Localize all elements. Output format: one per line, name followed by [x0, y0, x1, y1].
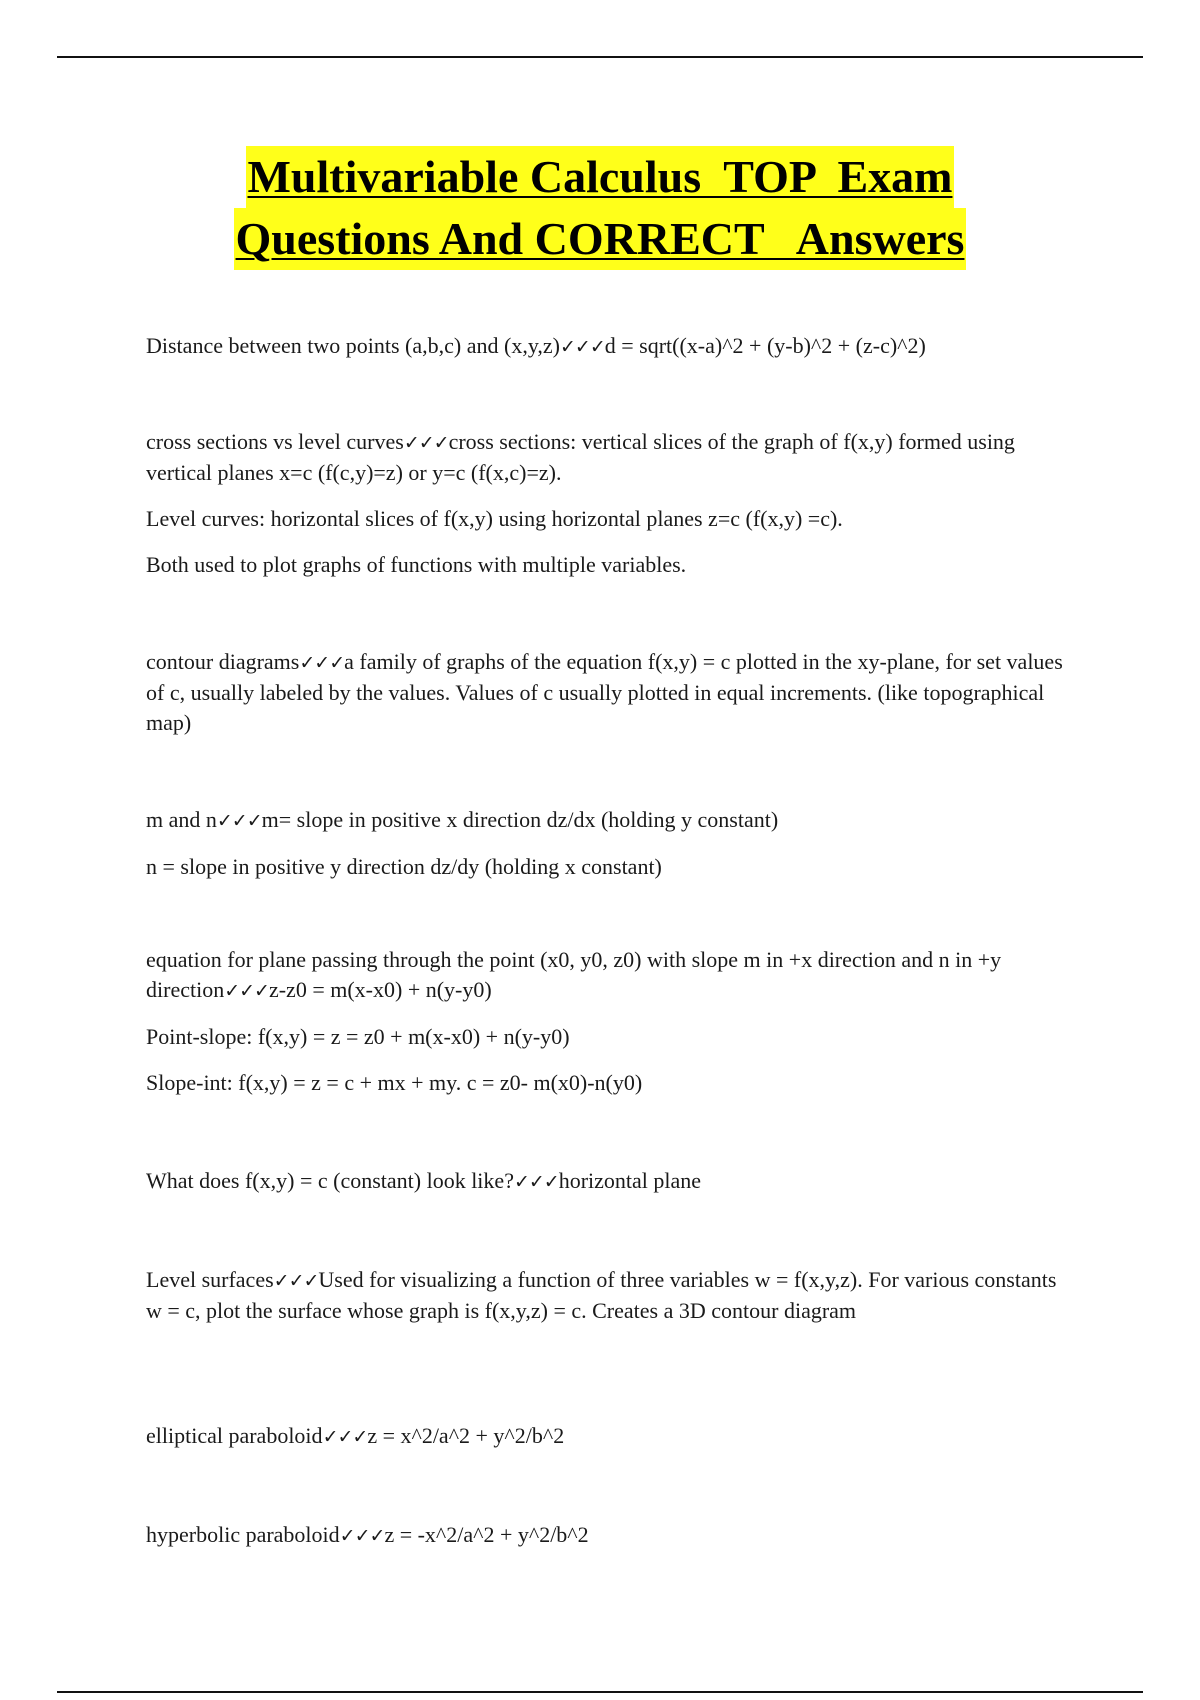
qa-extra-line: Slope-int: f(x,y) = z = c + mx + my. c = z0- m(x0)-n(y0)	[146, 1070, 643, 1095]
qa-item	[146, 1265, 1066, 1342]
qa-answer: Used for visualizing a function of three variables w = f(x,y,z). For various constants w = c, plot the surface whose graph is f(x,y,z) = c. Creates a 3D contour diagram	[146, 1267, 1057, 1323]
qa-text	[146, 427, 1066, 488]
qa-answer: cross sections: vertical slices of the graph of f(x,y) formed using vertical planes x=c (f(c,y)=z) or y=c (f(x,c)=z).	[146, 429, 1015, 485]
qa-text	[146, 647, 1066, 738]
qa-term: Distance between two points (a,b,c) and (x,y,z)	[146, 333, 560, 358]
qa-item	[146, 1421, 1066, 1468]
qa-extra-line: Level curves: horizontal slices of f(x,y) using horizontal planes z=c (f(x,y) =c).	[146, 506, 843, 531]
qa-answer: z = x^2/a^2 + y^2/b^2	[367, 1423, 565, 1448]
title-line-1: Multivariable Calculus TOP Exam	[246, 146, 955, 208]
qa-term: equation for plane passing through the point (x0, y0, z0) with slope m in +x direction and n in +y direction	[146, 947, 1002, 1002]
top-rule	[57, 56, 1143, 58]
qa-item	[146, 331, 1066, 378]
qa-term: m and n	[146, 807, 217, 832]
page-title	[0, 146, 1200, 270]
qa-text	[146, 1421, 1066, 1452]
qa-answer: m= slope in positive x direction dz/dx (holding y constant)	[261, 807, 779, 832]
checkmark-icon: ✓✓✓	[322, 1426, 368, 1448]
qa-term: contour diagrams	[146, 649, 300, 674]
qa-term: Level surfaces	[146, 1267, 274, 1292]
checkmark-icon: ✓✓✓	[273, 1270, 319, 1292]
qa-item	[146, 1520, 1066, 1567]
qa-term: What does f(x,y) = c (constant) look like?	[146, 1168, 514, 1193]
qa-item	[146, 805, 1066, 898]
qa-item	[146, 945, 1066, 1114]
qa-answer: z = -x^2/a^2 + y^2/b^2	[384, 1522, 589, 1547]
qa-answer: d = sqrt((x-a)^2 + (y-b)^2 + (z-c)^2)	[604, 333, 926, 358]
qa-term: cross sections vs level curves	[146, 429, 404, 454]
qa-extra-line: Both used to plot graphs of functions with multiple variables.	[146, 552, 687, 577]
checkmark-icon: ✓✓✓	[216, 810, 262, 832]
qa-text	[146, 331, 1066, 362]
qa-extra-line: n = slope in positive y direction dz/dy (holding x constant)	[146, 854, 662, 879]
qa-item	[146, 647, 1066, 754]
qa-answer: a family of graphs of the equation f(x,y) = c plotted in the xy-plane, for set values of c, usually labeled by the values. Values of c usually plotted in equal increments. (like topographical map)	[146, 649, 1063, 735]
qa-term: hyperbolic paraboloid	[146, 1522, 340, 1547]
checkmark-icon: ✓✓✓	[559, 336, 605, 358]
qa-text	[146, 1166, 1066, 1197]
bottom-rule	[57, 1691, 1143, 1693]
qa-text	[146, 1520, 1066, 1551]
qa-text	[146, 805, 1066, 836]
qa-answer: z-z0 = m(x-x0) + n(y-y0)	[268, 977, 492, 1002]
qa-text	[146, 945, 1066, 1006]
checkmark-icon: ✓✓✓	[513, 1171, 559, 1193]
checkmark-icon: ✓✓✓	[224, 980, 269, 1002]
qa-extra-line: Point-slope: f(x,y) = z = z0 + m(x-x0) + n(y-y0)	[146, 1024, 570, 1049]
qa-item	[146, 427, 1066, 596]
checkmark-icon: ✓✓✓	[339, 1525, 385, 1547]
qa-text	[146, 1265, 1066, 1326]
qa-answer: horizontal plane	[558, 1168, 702, 1193]
qa-item	[146, 1166, 1066, 1213]
checkmark-icon: ✓✓✓	[403, 432, 449, 454]
title-line-2: Questions And CORRECT Answers	[234, 208, 967, 270]
checkmark-icon: ✓✓✓	[299, 652, 345, 674]
qa-term: elliptical paraboloid	[146, 1423, 323, 1448]
